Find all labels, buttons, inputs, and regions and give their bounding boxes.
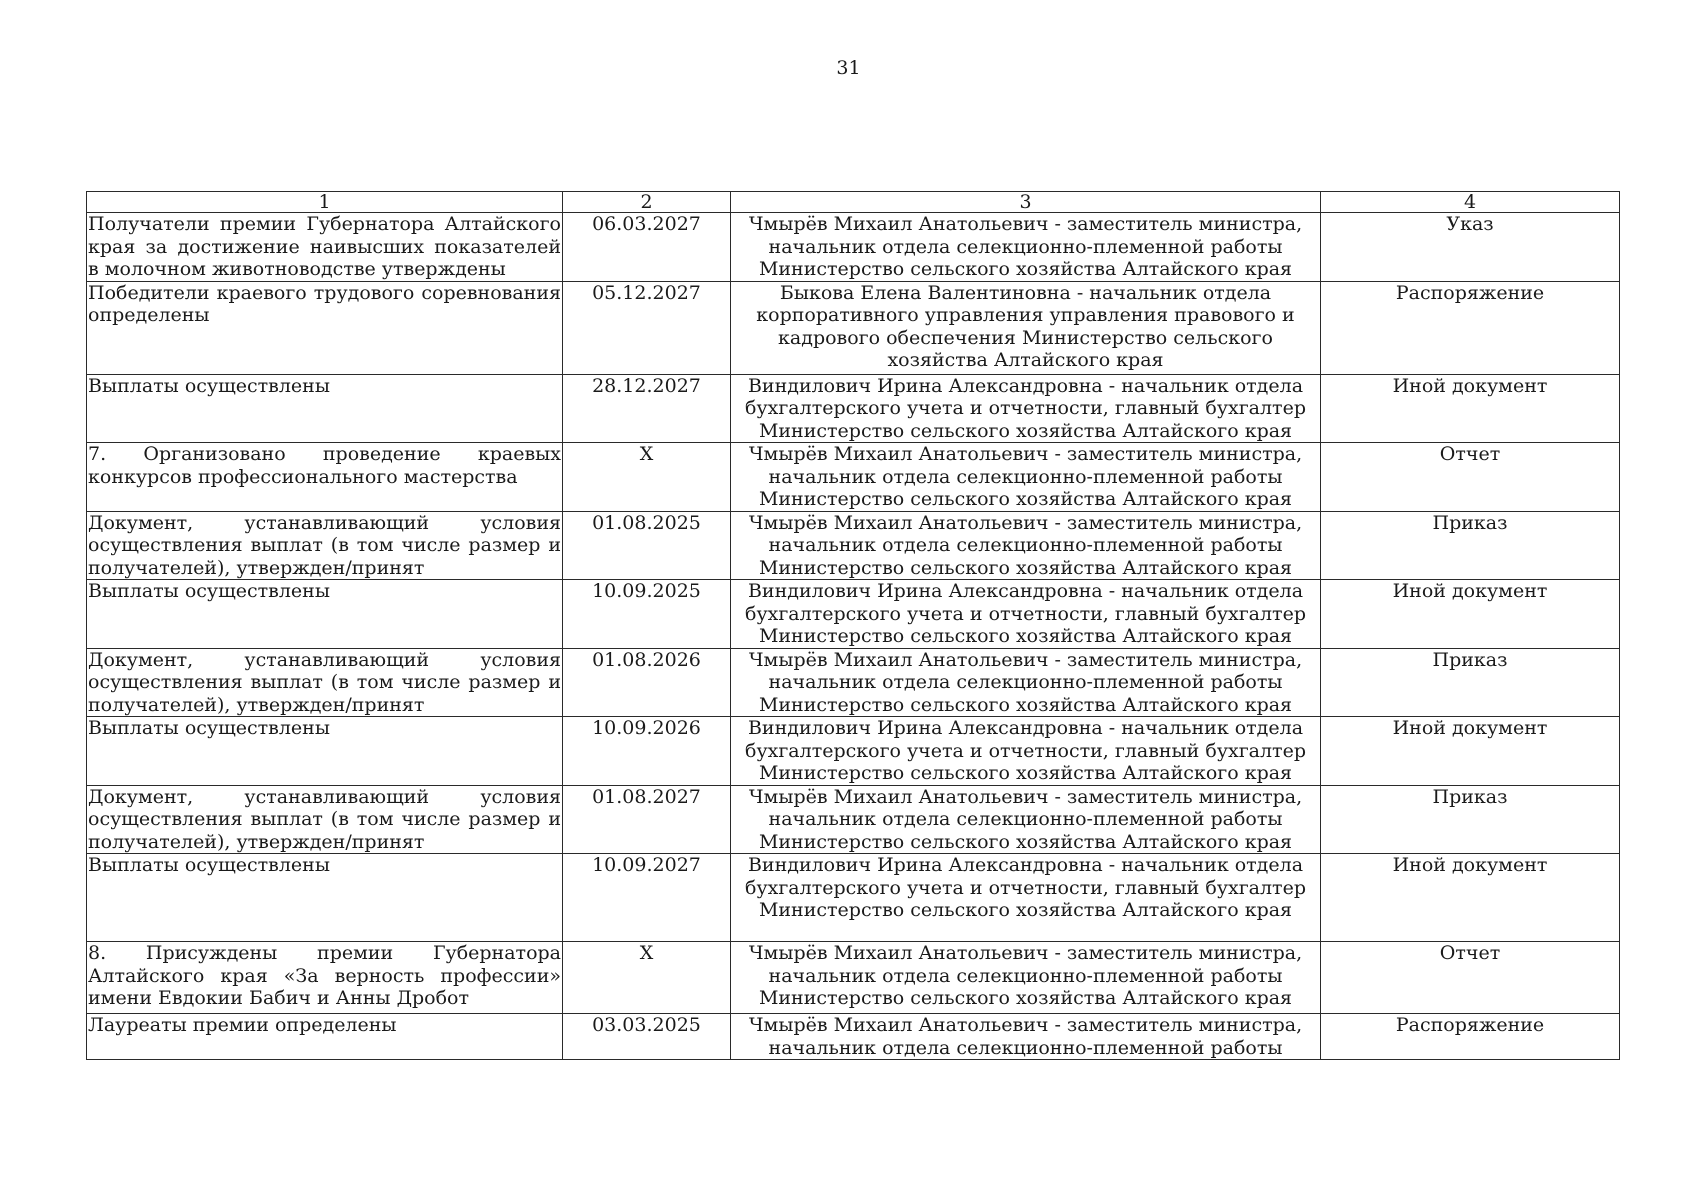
responsible-cell: Виндилович Ирина Александровна - начальник отдела бухгалтерского учета и отчетности, главный бухгалтер Министерство сельского хозяйства Алтайского края — [731, 854, 1321, 942]
event-cell: Выплаты осуществлены — [87, 717, 563, 786]
table-row — [87, 1014, 1620, 1060]
column-header-2: 2 — [563, 192, 731, 213]
document-type-cell: Иной документ — [1321, 580, 1620, 649]
document-type-cell: Иной документ — [1321, 374, 1620, 443]
event-cell: Лауреаты премии определены — [87, 1014, 563, 1060]
responsible-cell: Виндилович Ирина Александровна - начальник отдела бухгалтерского учета и отчетности, главный бухгалтер Министерство сельского хозяйства Алтайского края — [731, 717, 1321, 786]
event-cell: Выплаты осуществлены — [87, 580, 563, 649]
table-row — [87, 281, 1620, 374]
responsible-cell: Чмырёв Михаил Анатольевич - заместитель министра, начальник отдела селекционно-племенной работы Министерство сельского хозяйства Алтайского края — [731, 443, 1321, 512]
control-points-table — [86, 191, 1620, 1060]
responsible-cell: Виндилович Ирина Александровна - начальник отдела бухгалтерского учета и отчетности, главный бухгалтер Министерство сельского хозяйства Алтайского края — [731, 374, 1321, 443]
date-cell: 10.09.2026 — [563, 717, 731, 786]
event-cell: Выплаты осуществлены — [87, 374, 563, 443]
table-row — [87, 648, 1620, 717]
table-row — [87, 580, 1620, 649]
responsible-cell: Быкова Елена Валентиновна - начальник отдела корпоративного управления управления правового и кадрового обеспечения Министерство сельского хозяйства Алтайского края — [731, 281, 1321, 374]
date-cell: X — [563, 443, 731, 512]
responsible-cell: Чмырёв Михаил Анатольевич - заместитель министра, начальник отдела селекционно-племенной работы — [731, 1014, 1321, 1060]
table-row — [87, 785, 1620, 854]
responsible-cell: Чмырёв Михаил Анатольевич - заместитель министра, начальник отдела селекционно-племенной работы Министерство сельского хозяйства Алтайского края — [731, 785, 1321, 854]
table-row — [87, 213, 1620, 282]
responsible-cell: Виндилович Ирина Александровна - начальник отдела бухгалтерского учета и отчетности, главный бухгалтер Министерство сельского хозяйства Алтайского края — [731, 580, 1321, 649]
document-type-cell: Отчет — [1321, 443, 1620, 512]
table-row — [87, 942, 1620, 1014]
column-header-3: 3 — [731, 192, 1321, 213]
document-type-cell: Приказ — [1321, 511, 1620, 580]
table-row — [87, 443, 1620, 512]
table-row — [87, 374, 1620, 443]
table-row — [87, 511, 1620, 580]
document-type-cell: Иной документ — [1321, 717, 1620, 786]
event-cell: Получатели премии Губернатора Алтайского края за достижение наивысших показателей в молочном животноводстве утверждены — [88, 213, 561, 280]
date-cell: 01.08.2027 — [563, 785, 731, 854]
page-number: 31 — [836, 57, 861, 79]
event-cell: Документ, устанавливающий условия осуществления выплат (в том числе размер и получателей), утвержден/принят — [88, 785, 561, 853]
date-cell: 01.08.2025 — [563, 511, 731, 580]
date-cell: 10.09.2025 — [563, 580, 731, 649]
date-cell: X — [563, 942, 731, 1014]
event-cell: 8. Присуждены премии Губернатора Алтайского края «За верность профессии» имени Евдокии Бабич и Анны Дробот — [87, 942, 563, 1014]
document-type-cell: Приказ — [1321, 648, 1620, 717]
date-cell: 28.12.2027 — [563, 374, 731, 443]
responsible-cell: Чмырёв Михаил Анатольевич - заместитель министра, начальник отдела селекционно-племенной работы Министерство сельского хозяйства Алтайского края — [731, 648, 1321, 717]
responsible-cell: Чмырёв Михаил Анатольевич - заместитель министра, начальник отдела селекционно-племенной работы Министерство сельского хозяйства Алтайского края — [731, 511, 1321, 580]
table-header-row — [87, 192, 1620, 213]
event-cell: Документ, устанавливающий условия осуществления выплат (в том числе размер и получателей), утвержден/принят — [88, 648, 561, 716]
date-cell: 10.09.2027 — [563, 854, 731, 942]
event-cell: Выплаты осуществлены — [87, 854, 563, 942]
event-cell: Документ, устанавливающий условия осуществления выплат (в том числе размер и получателей), утвержден/принят — [88, 511, 561, 579]
document-type-cell: Распоряжение — [1321, 281, 1620, 374]
document-type-cell: Распоряжение — [1321, 1014, 1620, 1060]
document-type-cell: Указ — [1321, 213, 1620, 282]
date-cell: 01.08.2026 — [563, 648, 731, 717]
column-header-4: 4 — [1321, 192, 1620, 213]
table-row — [87, 854, 1620, 942]
document-type-cell: Приказ — [1321, 785, 1620, 854]
responsible-cell: Чмырёв Михаил Анатольевич - заместитель министра, начальник отдела селекционно-племенной работы Министерство сельского хозяйства Алтайского края — [731, 213, 1321, 282]
date-cell: 03.03.2025 — [563, 1014, 731, 1060]
table-row — [87, 717, 1620, 786]
document-type-cell: Отчет — [1321, 942, 1620, 1014]
document-type-cell: Иной документ — [1321, 854, 1620, 942]
column-header-1: 1 — [87, 192, 563, 213]
date-cell: 05.12.2027 — [563, 281, 731, 374]
responsible-cell: Чмырёв Михаил Анатольевич - заместитель министра, начальник отдела селекционно-племенной работы Министерство сельского хозяйства Алтайского края — [731, 942, 1321, 1014]
event-cell: Победители краевого трудового соревнования определены — [87, 281, 563, 374]
event-cell: 7. Организовано проведение краевых конкурсов профессионального мастерства — [87, 443, 563, 512]
date-cell: 06.03.2027 — [563, 213, 731, 282]
